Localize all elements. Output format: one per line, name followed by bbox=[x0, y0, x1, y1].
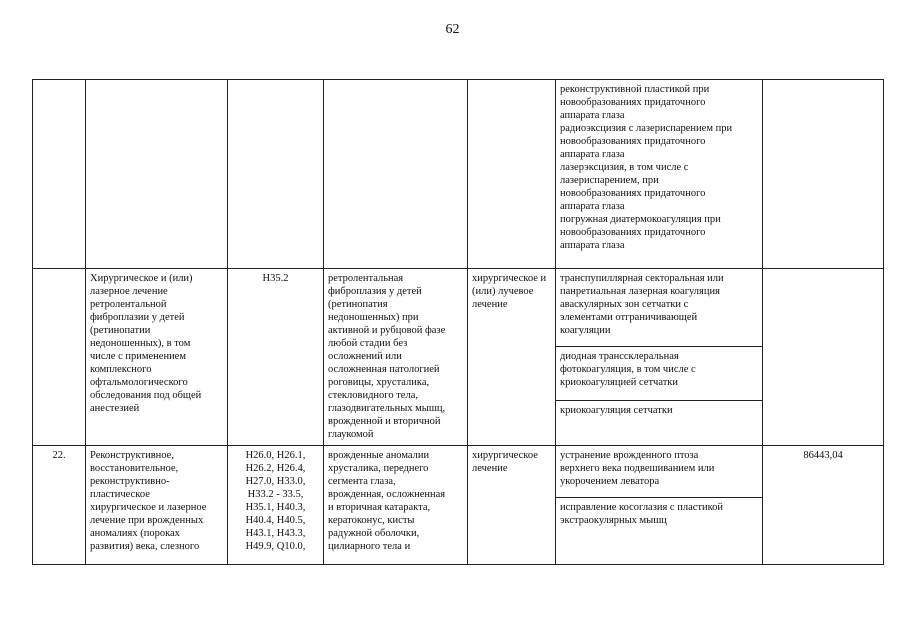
cell-treatment-type: хирургическое и (или) лучевое лечение bbox=[468, 269, 556, 446]
cell-cost bbox=[763, 269, 884, 446]
cell-number: 22. bbox=[33, 446, 86, 565]
cell-treatment-method: устранение врожденного птоза верхнего века подвешиванием или укорочением леватора bbox=[556, 446, 763, 498]
cell-cost bbox=[763, 80, 884, 269]
cell-icd-codes: H35.2 bbox=[228, 269, 324, 446]
cell-care-name: Реконструктивное, восстановительное, реконструктивно- пластическое хирургическое и лазерное лечение при врожденных аномалиях (пороках развития) века, слезного bbox=[86, 446, 228, 565]
cell-patient-model bbox=[324, 80, 468, 269]
cell-icd-codes: H26.0, H26.1, H26.2, H26.4, H27.0, H33.0, H33.2 - 33.5, H35.1, H40.3, H40.4, H40.5, H43.1, H43.3, H49.9, Q10.0, bbox=[228, 446, 324, 565]
table-row-retinopathy bbox=[33, 269, 884, 347]
cell-treatment-method: криокоагуляция сетчатки bbox=[556, 401, 763, 446]
cell-patient-model: ретролентальная фиброплазия у детей (ретинопатия недоношенных) при активной и рубцовой фазе любой стадии без осложнений или осложненная патологией роговицы, хрусталика, стекловидного тела, глазодвигательных мышц, врожденной и вторичной глаукомой bbox=[324, 269, 468, 446]
cell-treatment-type bbox=[468, 80, 556, 269]
cell-treatment-method: транспупиллярная секторальная или панретиальная лазерная коагуляция аваскулярных зон сетчатки с элементами отграничивающей коагуляции bbox=[556, 269, 763, 347]
cell-number bbox=[33, 269, 86, 446]
cell-cost: 86443,04 bbox=[763, 446, 884, 565]
table-row-continuation bbox=[33, 80, 884, 269]
table-row-item-22 bbox=[33, 446, 884, 498]
cell-treatment-method: исправление косоглазия с пластикой экстраокулярных мышц bbox=[556, 498, 763, 565]
page-number: 62 bbox=[445, 22, 460, 37]
cell-treatment-method: реконструктивной пластикой при новообразованиях придаточного аппарата глаза радиоэксцизия с лазериспарением при новообразованиях придаточного аппарата глаза лазерэксцизия, в том числе с лазериспарением, при новообразованиях придаточного аппарата глаза погружная диатермокоагуляция при новообразованиях придаточного аппарата глаза bbox=[556, 80, 763, 269]
cell-care-name: Хирургическое и (или) лазерное лечение ретролентальной фиброплазии у детей (ретинопатии недоношенных), в том числе с применением комплексного офтальмологического обследования под общей анестезией bbox=[86, 269, 228, 446]
medical-care-table bbox=[32, 79, 884, 565]
cell-care-name bbox=[86, 80, 228, 269]
cell-treatment-type: хирургическое лечение bbox=[468, 446, 556, 565]
cell-number bbox=[33, 80, 86, 269]
cell-icd-codes bbox=[228, 80, 324, 269]
cell-patient-model: врожденные аномалии хрусталика, переднего сегмента глаза, врожденная, осложненная и вторичная катаракта, кератоконус, кисты радужной оболочки, цилиарного тела и bbox=[324, 446, 468, 565]
cell-treatment-method: диодная транссклеральная фотокоагуляция, в том числе с криокоагуляцией сетчатки bbox=[556, 347, 763, 401]
